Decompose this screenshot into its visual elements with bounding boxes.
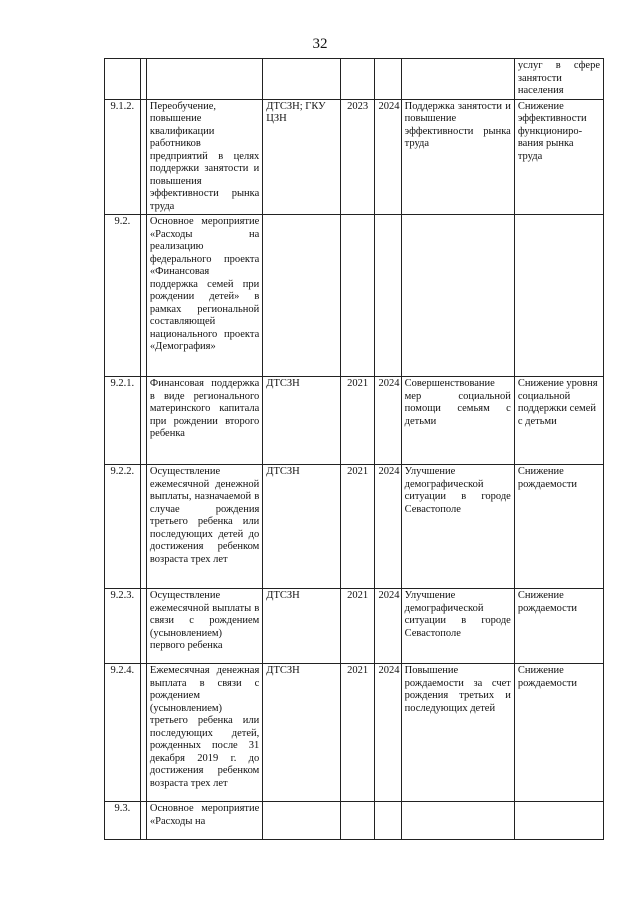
start-year: 2023 [340,99,375,215]
row-number: 9.2.4. [105,664,141,802]
row-number: 9.2.2. [105,465,141,589]
measure-name: Ежемесячная денежная выплата в связи с рождением (усыновлением) третьего ребенка или последующих детей, рожденных после 31 декабря 2019 г. до достижения ребенком возраста трех лет [146,664,262,802]
executor-cell: ДТСЗН [263,589,341,664]
effect-cell: услуг в сфере занятости населения [514,59,603,100]
table-row [105,465,604,589]
result-cell [401,802,514,840]
executor-cell: ДТСЗН [263,377,341,465]
start-year: 2021 [340,589,375,664]
executor-cell: ДТСЗН [263,465,341,589]
executor-cell: ДТСЗН [263,664,341,802]
measure-name: Основное мероприятие «Расходы на [146,802,262,840]
executor-cell [263,802,341,840]
executor-cell: ДТСЗН; ГКУ ЦЗН [263,99,341,215]
effect-cell [514,802,603,840]
table-row [105,59,604,100]
effect-cell: Снижение рождаемости [514,465,603,589]
result-cell: Улучшение демографической ситуации в городе Севастополе [401,589,514,664]
row-number: 9.3. [105,802,141,840]
table-row [105,589,604,664]
result-cell: Поддержка занятости и повышение эффективности рынка труда [401,99,514,215]
start-year: 2021 [340,377,375,465]
effect-cell: Снижение рождаемости [514,589,603,664]
executor-cell [263,215,341,377]
result-cell: Улучшение демографической ситуации в городе Севастополе [401,465,514,589]
end-year [375,215,401,377]
effect-cell: Снижение уровня социальной поддержки семей с детьми [514,377,603,465]
effect-cell: Снижение эффективности функциониро-вания рынка труда [514,99,603,215]
start-year: 2021 [340,664,375,802]
end-year: 2024 [375,99,401,215]
measure-name: Осуществление ежемесячной денежной выплаты, назначаемой в случае рождения третьего ребенка или последующих детей до достижения ребенком возраста трех лет [146,465,262,589]
row-number: 9.2. [105,215,141,377]
table-row [105,377,604,465]
end-year: 2024 [375,465,401,589]
start-year [340,215,375,377]
measure-name: Осуществление ежемесячной выплаты в связи с рождением (усыновлением) первого ребенка [146,589,262,664]
result-cell: Повышение рождаемости за счет рождения третьих и последующих детей [401,664,514,802]
start-year [340,802,375,840]
measures-table [104,58,604,840]
table-row [105,664,604,802]
end-year: 2024 [375,664,401,802]
row-number: 9.2.1. [105,377,141,465]
row-number: 9.2.3. [105,589,141,664]
table-row [105,802,604,840]
row-number: 9.1.2. [105,99,141,215]
measure-name: Финансовая поддержка в виде регионального материнского капитала при рождении второго ребенка [146,377,262,465]
start-year: 2021 [340,465,375,589]
table-row [105,99,604,215]
table-row [105,215,604,377]
result-cell [401,215,514,377]
end-year: 2024 [375,589,401,664]
end-year [375,802,401,840]
measure-name: Переобучение, повышение квалификации работников предприятий в целях поддержки занятости и повышения эффективности рынка труда [146,99,262,215]
result-cell: Совершенствование мер социальной помощи семьям с детьми [401,377,514,465]
effect-cell: Снижение рождаемости [514,664,603,802]
measure-name: Основное мероприятие «Расходы на реализацию федерального проекта «Финансовая поддержка семей при рождении детей» в рамках региональной составляющей национального проекта «Демография» [146,215,262,377]
end-year: 2024 [375,377,401,465]
effect-cell [514,215,603,377]
page-number: 32 [312,36,328,52]
